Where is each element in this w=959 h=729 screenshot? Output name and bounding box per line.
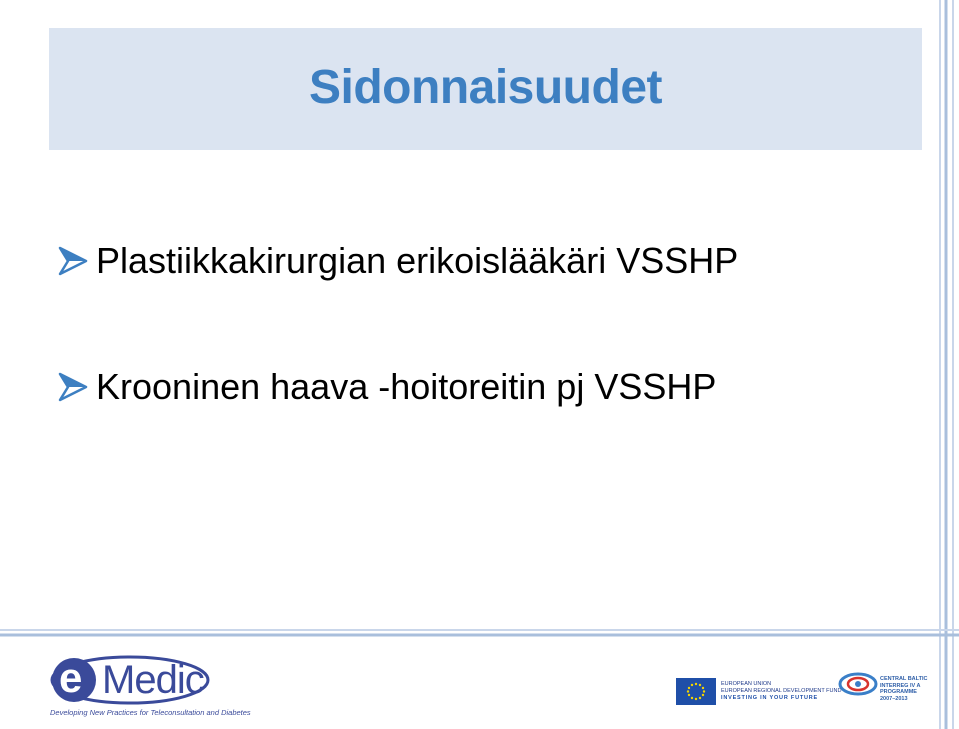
cb-line-4: 2007–2013 — [880, 695, 908, 702]
eu-invest: INVESTING IN YOUR FUTURE — [721, 695, 819, 701]
eu-text — [721, 681, 841, 702]
eu-logo — [676, 678, 842, 708]
cb-line-2: INTERREG IV A — [880, 682, 921, 689]
central-baltic-logo-icon — [838, 670, 878, 698]
arrowhead-bullet-icon — [58, 372, 88, 402]
arrowhead-bullet-icon — [58, 246, 88, 276]
bullet-text-1: Plastiikkakirurgian erikoislääkäri VSSHP — [96, 240, 739, 281]
bullet-item-2 — [58, 366, 716, 408]
eu-line-2: EUROPEAN REGIONAL DEVELOPMENT FUND — [721, 688, 842, 694]
title-band — [49, 28, 922, 150]
emedic-logo-text: Medic — [102, 658, 204, 702]
central-baltic-logo — [838, 668, 938, 708]
eu-line-1: EUROPEAN UNION — [721, 681, 772, 687]
bullet-text-2: Krooninen haava -hoitoreitin pj VSSHP — [96, 366, 717, 407]
central-baltic-text — [880, 676, 927, 702]
slide-title: Sidonnaisuudet — [309, 61, 662, 114]
emedic-tagline: Developing New Practices for Teleconsultation and Diabetes — [50, 708, 251, 717]
emedic-logo — [50, 652, 251, 722]
bullet-item-1 — [58, 240, 738, 282]
emedic-logo-letter: e — [59, 654, 83, 701]
eu-flag-icon — [676, 678, 716, 705]
decorative-vertical-lines — [935, 0, 959, 729]
decorative-horizontal-lines — [0, 628, 959, 640]
cb-line-3: PROGRAMME — [880, 689, 917, 695]
cb-line-1: CENTRAL BALTIC — [880, 676, 928, 682]
